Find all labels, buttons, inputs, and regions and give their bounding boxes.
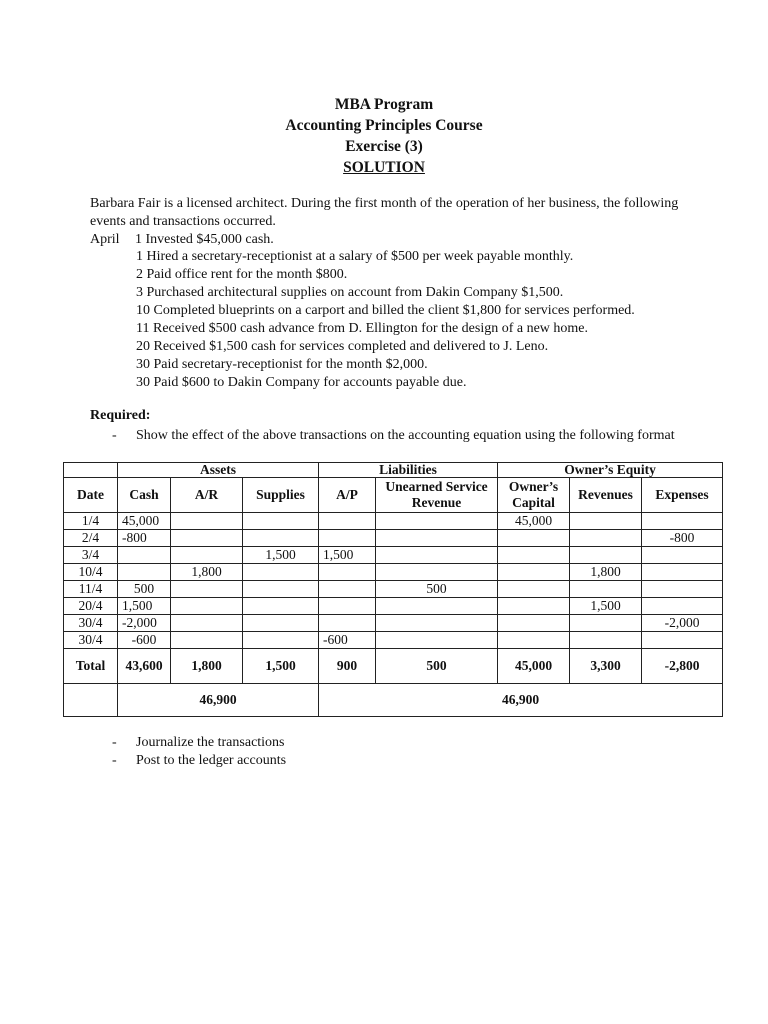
value-cell [498,598,570,615]
value-cell [171,632,243,649]
transaction-item: 3 Purchased architectural supplies on account from Dakin Company $1,500. [136,285,564,300]
value-cell [319,564,376,581]
value-cell [319,530,376,547]
column-header-row [64,478,723,513]
required-task-3 [112,752,696,770]
value-cell: 500 [118,581,171,598]
date-cell: 11/4 [64,581,118,598]
table-row [64,547,723,564]
transaction-list [136,248,716,392]
value-cell: -800 [118,530,171,547]
transaction-item: 20 Received $1,500 cash for services completed and delivered to J. Leno. [136,339,549,354]
month-label: April [90,232,120,247]
document-header [0,94,768,178]
column-header: Unearned Service Revenue [376,478,498,513]
value-cell [376,547,498,564]
intro-section [90,195,690,249]
assets-sum: 46,900 [118,684,319,717]
value-cell [319,598,376,615]
value-cell: 1,500 [319,547,376,564]
liabilities-group-header: Liabilities [319,463,498,478]
total-cell: 900 [319,649,376,684]
total-cell: 45,000 [498,649,570,684]
value-cell [642,564,723,581]
total-row [64,649,723,684]
value-cell [498,547,570,564]
group-header-row [64,463,723,478]
transaction-item: 1 Invested $45,000 cash. [135,232,274,247]
value-cell [171,581,243,598]
date-cell: 1/4 [64,513,118,530]
value-cell [498,530,570,547]
task-text: Show the effect of the above transactions on the accounting equation using the following format [136,428,675,443]
equation-sum-row [64,684,723,717]
bullet-dash: - [112,753,117,768]
table-row [64,598,723,615]
total-cell: 500 [376,649,498,684]
column-header: Owner’s Capital [498,478,570,513]
column-header: Revenues [570,478,642,513]
value-cell [642,598,723,615]
course-title: Accounting Principles Course [285,117,483,134]
value-cell: 45,000 [498,513,570,530]
value-cell [376,598,498,615]
table-row [64,564,723,581]
value-cell: 1,500 [243,547,319,564]
table-row [64,632,723,649]
value-cell [171,530,243,547]
value-cell [376,530,498,547]
column-header: Cash [118,478,171,513]
bullet-dash: - [112,428,117,443]
empty-cell [64,684,118,717]
value-cell [243,615,319,632]
table-row [64,530,723,547]
total-cell: 1,800 [171,649,243,684]
total-cell: -2,800 [642,649,723,684]
date-cell: 10/4 [64,564,118,581]
column-header: A/R [171,478,243,513]
date-cell: 3/4 [64,547,118,564]
task-text: Post to the ledger accounts [136,753,287,768]
value-cell [570,581,642,598]
date-cell: 30/4 [64,615,118,632]
transaction-item: 11 Received $500 cash advance from D. Ellington for the design of a new home. [136,321,589,336]
column-header: Expenses [642,478,723,513]
value-cell: 1,800 [570,564,642,581]
value-cell [570,632,642,649]
value-cell: 45,000 [118,513,171,530]
value-cell [243,513,319,530]
value-cell [498,615,570,632]
liabilities-equity-sum: 46,900 [319,684,723,717]
value-cell [243,564,319,581]
transaction-item: 10 Completed blueprints on a carport and billed the client $1,800 for services performed. [136,303,635,318]
transaction-item: 2 Paid office rent for the month $800. [136,267,348,282]
value-cell [642,632,723,649]
column-header: Date [64,478,118,513]
total-label: Total [64,649,118,684]
value-cell [243,581,319,598]
total-cell: 3,300 [570,649,642,684]
value-cell [243,632,319,649]
transaction-item: 1 Hired a secretary-receptionist at a salary of $500 per week payable monthly. [136,249,574,264]
value-cell [570,530,642,547]
solution-title: SOLUTION [343,159,425,176]
date-cell: 20/4 [64,598,118,615]
table-row [64,581,723,598]
value-cell [243,530,319,547]
exercise-title: Exercise (3) [345,138,423,155]
table-row [64,615,723,632]
value-cell [498,581,570,598]
value-cell [642,513,723,530]
date-cell: 2/4 [64,530,118,547]
value-cell [319,513,376,530]
value-cell: -600 [319,632,376,649]
required-label: Required: [90,408,151,423]
program-title: MBA Program [334,96,434,113]
value-cell [642,581,723,598]
value-cell [570,615,642,632]
value-cell [319,581,376,598]
value-cell [570,513,642,530]
value-cell: 500 [376,581,498,598]
value-cell [570,547,642,564]
required-task-1 [112,427,696,445]
value-cell: -2,000 [642,615,723,632]
total-cell: 1,500 [243,649,319,684]
column-header: A/P [319,478,376,513]
value-cell [171,513,243,530]
value-cell [118,547,171,564]
value-cell [376,632,498,649]
intro-paragraph: Barbara Fair is a licensed architect. During the first month of the operation of her business, the following events and transactions occurred. [90,196,679,229]
value-cell [376,513,498,530]
total-cell: 43,600 [118,649,171,684]
value-cell: 1,500 [570,598,642,615]
column-header: Supplies [243,478,319,513]
value-cell: -800 [642,530,723,547]
transaction-item: 30 Paid secretary-receptionist for the month $2,000. [136,357,428,372]
value-cell: -2,000 [118,615,171,632]
april-first-line [90,231,690,249]
date-cell: 30/4 [64,632,118,649]
table-row [64,513,723,530]
value-cell [498,632,570,649]
value-cell [498,564,570,581]
value-cell: 1,800 [171,564,243,581]
assets-group-header: Assets [118,463,319,478]
empty-cell [64,463,118,478]
value-cell [243,598,319,615]
required-task-2 [112,734,696,752]
value-cell [376,615,498,632]
value-cell [171,615,243,632]
accounting-equation-table [63,462,723,717]
value-cell [118,564,171,581]
value-cell [171,598,243,615]
value-cell [319,615,376,632]
value-cell [171,547,243,564]
equity-group-header: Owner’s Equity [498,463,723,478]
value-cell: 1,500 [118,598,171,615]
transaction-item: 30 Paid $600 to Dakin Company for accounts payable due. [136,375,467,390]
task-text: Journalize the transactions [136,735,285,750]
value-cell: -600 [118,632,171,649]
bullet-dash: - [112,735,117,750]
value-cell [642,547,723,564]
value-cell [376,564,498,581]
